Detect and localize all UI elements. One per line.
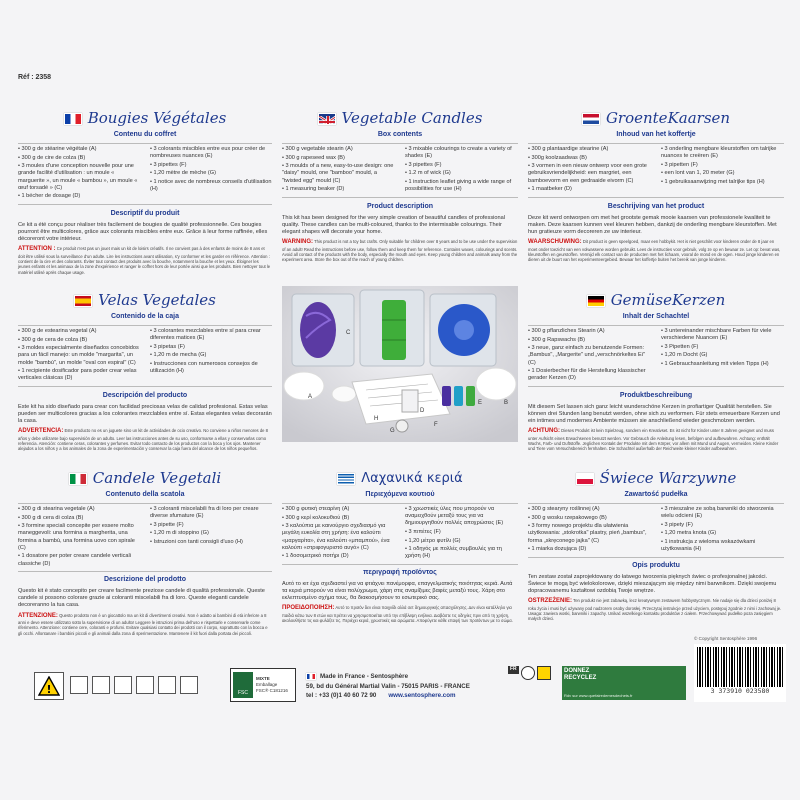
warning-label: ACHTUNG: bbox=[528, 428, 560, 435]
fsc-text: FSC bbox=[238, 690, 248, 696]
content-item: • 1 gebruiksaanwijzing met talrijke tips (H) bbox=[661, 179, 765, 186]
warning-body: This product is not a toy but crafts. Only suitable for children over 8 years and to be use under the supervision of an adult! Read the instructions before use, follow them and keep them for reference. Contains waxes, colourings and scents. Avoid all contact of the products with the body, especially the mouth and eyes. Keep young children and animals away from the experiment area. Store the box out of the reach of young children. bbox=[282, 239, 518, 263]
warning-label: WAARSCHUWING: bbox=[528, 239, 582, 246]
contents-right bbox=[150, 506, 272, 569]
trash-bin-icon bbox=[537, 666, 551, 680]
content-item: • 3 colorantes mezclables entre sí para crear diferentes matices (E) bbox=[150, 327, 261, 342]
warning-body: Questo prodotto non è un giocattolo ma un kit di divertimenti creativi. Non è adatto ai bambini di età inferiore a 8 anni e deve essere utilizzato sotto la supervisione di un adulto! Leggere le istruzioni prima dell'uso e rispettarle e conservarle come riferimento. Attenzione: contiene cere, coloranti e profumi. Evitare qualsiasi contatto dei prodotti con il corpo, soprattutto con la bocca e gli occhi. Allontanare i bambini piccoli e gli animali dalla zona di sperimentazione. Mantenere il kit fuori dalla portata dei piccoli. bbox=[18, 612, 268, 636]
contents-left bbox=[282, 506, 395, 562]
donnez-text: DONNEZ bbox=[564, 668, 590, 674]
contents-heading: Inhoud van het koffertje bbox=[616, 131, 696, 138]
content-item: • 3 pipetten (F) bbox=[661, 161, 698, 168]
warning-body: Dieses Produkt ist kein Spielzeug, sondern ein Kreativset. Es ist nicht für Kinder unter 8 Jahren geeignet und muss unter Aufsicht eines Erwachsenen benutzt werden. Vor Gebrauch die Anleitung lesen, befolgen und aufbewahren. Achtung: enthält Wachs, Farb- und Duftstoffe. Jeglichen Kontakt der Produkte mit dem Körper, vor allem mit Mund und Augen, vermeiden. Kleine Kinder und Tiere vom Versuchsbereich fernhalten. Die Schachtel außerhalb der Reichweite kleiner Kinder aufbewahren. bbox=[528, 428, 779, 452]
content-item: • 3 formine speciali concepite per essere molto maneggevoli: una formina a margherita, una formina a bambù, una formina uovo con spirale (C) bbox=[18, 523, 135, 551]
content-item: • 1 dosatore per poter creare candele verticali classiche (D) bbox=[18, 553, 131, 567]
contents-heading: Contenido de la caja bbox=[110, 313, 180, 320]
contents-box bbox=[282, 143, 518, 198]
content-item: • 1 instrukcja z wieloma wskazówkami użytkowania (H) bbox=[661, 539, 756, 553]
barcode-bars bbox=[697, 647, 783, 687]
warning-body: Αυτό το προϊόν δεν είναι παιχνίδι αλλά σετ δημιουργικής απασχόλησης. Δεν είναι κατάλληλο για παιδιά κάτω των 8 ετών και πρέπει να χρησιμοποιείται υπό την επίβλεψη ενήλικα. Διαβάστε τις οδηγίες πριν από τη χρήση, ακολουθήστε τις και φυλάξτε τις. Περιέχει κεριά, χρωστικές και αρώματα. Αποφύγετε κάθε επαφή των προϊόντων με το σώμα. bbox=[282, 605, 513, 624]
contents-right bbox=[150, 328, 272, 384]
contents-heading: Contenuto della scatola bbox=[105, 491, 185, 498]
content-item: • 3 Pipetten (F) bbox=[661, 343, 699, 350]
recycling-banner bbox=[562, 666, 686, 700]
content-item: • 1 notice avec de nombreux conseils d'utilisation (H) bbox=[150, 179, 272, 193]
contents-left bbox=[18, 328, 140, 384]
description-heading: Produktbeschreibung bbox=[619, 392, 693, 400]
content-item: • 300 g de estearina vegetal (A) bbox=[18, 327, 97, 334]
contents-right bbox=[661, 328, 784, 384]
description-heading: περιγραφή προϊόντος bbox=[363, 569, 437, 577]
content-item: • 3 pipettes (F) bbox=[405, 161, 442, 168]
contents-right bbox=[150, 146, 272, 202]
warning-label: WARNING: bbox=[282, 239, 313, 246]
recycling-pictos bbox=[508, 666, 558, 702]
content-item: • 300 g rapeseed wax (B) bbox=[282, 154, 345, 161]
warning-text bbox=[18, 428, 272, 451]
section-es bbox=[18, 290, 272, 452]
svg-text:!: ! bbox=[46, 683, 52, 696]
fsc-emballage: Emballage bbox=[256, 682, 278, 688]
section-title: Bougies Végétales bbox=[87, 109, 227, 128]
description-text: Questo kit è stato concepito per creare facilmente preziose candele di qualità professionale. Queste candele si possono colorare grazie ai coloranti miscelabili fra di loro. Queste eleganti candele decoreranno la tua casa. bbox=[18, 588, 265, 609]
warning-label: ΠΡΟΕΙΔΟΠΟΙΗΣΗ: bbox=[282, 605, 335, 612]
fsc-code: FSC® C181216 bbox=[256, 687, 288, 693]
warning-body: Ten produkt nie jest zabawką, lecz kreatywnym zestawem hobbystycznym. Nie nadaje się dla dzieci poniżej 8 roku życia i musi być używany pod nadzorem osoby dorosłej. Przeczytaj instrukcje przed użyciem, postępuj zgodnie z nimi i zachowaj je. Uwaga: zawiera woski, barwniki i zapachy. Unikać wszelkiego kontaktu produktów z ciałem. Przechowywać pudełko poza zasięgiem małych dzieci. bbox=[528, 598, 782, 622]
barcode bbox=[694, 644, 786, 702]
content-item: • 3 mixable colourings to create a variety of shades (E) bbox=[405, 145, 512, 160]
content-item: • 300 g φυτική στεαρίνη (A) bbox=[282, 505, 350, 512]
content-item: • 3 mieszalne ze sobą barwniki do stworzenia wielu odcieni (E) bbox=[661, 505, 774, 520]
contents-left bbox=[528, 506, 651, 555]
section-title: Świece Warzywne bbox=[599, 469, 737, 488]
warning-label: ATTENTION : bbox=[18, 246, 56, 253]
description-heading: Opis produktu bbox=[632, 561, 680, 569]
description-text: Mit diesem Set lassen sich ganz leicht wunderschöne Kerzen in profiartiger Qualität herstellen. Sie können drei Stunden lang benutzt werden, ohne sich zu verformen. Für stets erneuerbare Kerzen und ein intimes und modernes Ambiente müssen sie anschließend wieder geschmolzen werden. bbox=[528, 404, 780, 425]
content-item: • 3 χρωστικές ύλες που μπορούν να αναμειχθούν μεταξύ τους για να δημιουργηθούν πολλές αποχρώσεις (E) bbox=[405, 505, 504, 527]
section-title: GemüseKerzen bbox=[610, 291, 726, 310]
contents-left bbox=[528, 146, 651, 195]
copyright: © Copyright Sentosphère 1996 bbox=[694, 636, 758, 641]
content-item: • 1 measuring beaker (D) bbox=[282, 186, 345, 193]
title-row bbox=[18, 290, 272, 312]
content-item: • 3 vormen in een nieuw ontwerp voor een grote gebruiksvriendelijkheid: een margriet, een bamboevorm en een gedraaide eivorm (C) bbox=[528, 163, 647, 184]
content-item: • 300 g de cera de colza (B) bbox=[18, 336, 88, 343]
section-en bbox=[282, 108, 518, 263]
contents-box bbox=[282, 503, 518, 565]
warning-body: Este producto no es un juguete sino un kit de actividades de ocio creativo. No conviene a niños menores de 8 años y debe utilizarse bajo supervisión de un adulto. Leer las instrucciones antes de su uso, conformarse a ellas y conservarlas como referencia. Atención: contiene ceras, colorantes y perfumes. Evitar todo contacto de los productos con la boca y los ojos. Mantener alejados a los niños y a los animales de la zona de experimentación y conservar la caja fuera del alcance de los niños pequeños. bbox=[18, 428, 268, 452]
greece-flag-icon bbox=[337, 473, 355, 485]
contents-right bbox=[405, 146, 518, 195]
content-item: • 1 maatbeker (D) bbox=[528, 186, 572, 193]
warning-label: OSTRZEŻENIE: bbox=[528, 598, 573, 605]
content-item: • 3 καλούπια με καινούργιο σχεδιασμό για μεγάλη ευκολία στη χρήση: ένα καλούπι «μαργαρίτα», ένα καλούπι «μπαμπού», ένα καλούπι «στριφογυριστό αυγό» (C) bbox=[282, 523, 390, 551]
content-item: • 1 Gebrauchsanleitung mit vielen Tipps (H) bbox=[661, 361, 769, 368]
title-row bbox=[528, 290, 784, 312]
contents-box bbox=[528, 143, 784, 198]
germany-flag-icon bbox=[587, 295, 605, 307]
content-item: • 3 pipety (F) bbox=[661, 521, 693, 528]
content-item: • 300 g di cera di colza (B) bbox=[18, 514, 84, 521]
italy-flag-icon bbox=[69, 473, 87, 485]
footer bbox=[0, 596, 800, 800]
description-heading: Beschrijving van het product bbox=[607, 202, 705, 210]
warning-text bbox=[282, 239, 518, 262]
france-flag-icon bbox=[64, 113, 82, 125]
barcode-number: 3 373910 023580 bbox=[710, 687, 770, 695]
warning-body: Ce produit n'est pas un jouet mais un kit de loisirs créatifs. Il ne convient pas à des enfants de moins de 8 ans et doit être utilisé sous la surveillance d'un adulte. Lire les instructions avant utilisation, s'y conformer et les garder en référence. Attention : contient de la cire et des colorants. Éviter tout contact des produits avec la bouche, notamment la bouche et les yeux. Éloigner les jeunes enfants et les animaux de la zone d'expérience et ranger le coffret hors de leur portée ainsi que les produits. Bien nettoyer tout le matériel utilisé après chaque usage. bbox=[18, 246, 271, 275]
fsc-label bbox=[230, 668, 296, 702]
triman-icon bbox=[521, 666, 535, 680]
content-item: • 3 pipettes (F) bbox=[150, 161, 187, 168]
photo-label-b: B bbox=[504, 400, 509, 406]
section-title: GroenteKaarsen bbox=[605, 109, 731, 128]
fr-badge: FR bbox=[510, 666, 517, 672]
content-item: • 1 οδηγός με πολλές συμβουλές για τη χρήση (H) bbox=[405, 546, 502, 560]
flame-icon bbox=[114, 676, 132, 694]
warning-text bbox=[18, 246, 272, 275]
content-item: • 1,20 m di stoppino (G) bbox=[150, 530, 209, 537]
content-item: • Instrucciones con numerosos consejos de utilización (H) bbox=[150, 361, 258, 375]
recyclez-text: RECYCLEZ bbox=[564, 674, 597, 681]
contents-heading: Inhalt der Schachtel bbox=[622, 313, 690, 320]
content-item: • 1,20 μέτρο φυτίλι (G) bbox=[405, 537, 461, 544]
product-photo bbox=[282, 286, 518, 442]
contents-right bbox=[661, 506, 784, 555]
contents-left bbox=[528, 328, 651, 384]
phone: tel : +33 (0)1 40 60 72 90 bbox=[306, 692, 377, 700]
website-link[interactable]: www.sentosphere.com bbox=[388, 692, 456, 700]
fsc-mixte: MIXTE bbox=[256, 676, 270, 682]
section-title: Λαχανικά κεριά bbox=[361, 470, 463, 486]
warning-label: ATTENZIONE: bbox=[18, 612, 58, 619]
address: 59, bd du Général Martial Valin - 75015 PARIS - FRANCE bbox=[306, 682, 470, 690]
content-item: • 3 formy nowego projektu dla ułatwienia użytkowania: „stokrotka" plastry, pień „bambus", forma „skręconego jajka" (C) bbox=[528, 523, 647, 544]
content-item: • een lont van 1, 20 meter (G) bbox=[661, 170, 735, 177]
content-item: • 1,20 m de mecha (G) bbox=[150, 352, 207, 359]
photo-label-d: D bbox=[420, 408, 425, 414]
content-item: • 300 g wosku rzepakowego (B) bbox=[528, 514, 607, 521]
description-text: Ce kit a été conçu pour réaliser très facilement de bougies de qualité professionnelle. Ces bougies pourront être multicolores, grâce aux colorants miscibles entre eux. Grâce à leur forme raffinée, elles décoreront votre intérieur. bbox=[18, 222, 268, 243]
no-children-icon bbox=[70, 676, 88, 694]
photo-label-e: E bbox=[478, 400, 483, 406]
section-title: Candele Vegetali bbox=[92, 469, 222, 488]
contents-box bbox=[18, 503, 272, 572]
contents-heading: Περιεχόμενα κουτιού bbox=[365, 491, 435, 498]
photo-label-c: C bbox=[346, 330, 351, 336]
section-title: Velas Vegetales bbox=[98, 291, 216, 310]
photo-label-a: A bbox=[308, 394, 313, 400]
description-text: Ten zestaw został zaprojektowany do łatwego tworzenia pięknych świec o profesjonalnej jakości. Świece te mogą być wielokolorowe, dzięki mieszającym się między nimi barwnikom. Dzięki swojemu dopracowanemu kształtowi ozdobią Twoje wnętrze. bbox=[528, 573, 777, 595]
warning-label: ADVERTENCIA: bbox=[18, 428, 64, 435]
uk-flag-icon bbox=[318, 113, 336, 125]
warning-triangle-icon bbox=[34, 672, 64, 700]
contents-box bbox=[528, 503, 784, 558]
contents-box bbox=[18, 325, 272, 387]
contents-right bbox=[405, 506, 518, 562]
eye-icon bbox=[136, 676, 154, 694]
content-item: • 1 Dosierbecher für die Herstellung klassischer gerader Kerzen (D) bbox=[528, 368, 646, 382]
content-item: • 3 moulds of a new, easy-to-use design: one "daisy" mould, one "bamboo" mould, a "twisted egg" mould (C) bbox=[282, 163, 394, 184]
content-item: • 3 untereinander mischbare Farben für viele verschiedene Nuancen (E) bbox=[661, 327, 772, 342]
content-item: • 300 g vegetable stearin (A) bbox=[282, 145, 353, 152]
description-text: This kit has been designed for the very simple creation of beautiful candles of professional quality. These candles can be multi-coloured, thanks to the intermixable colourings. Their elegant shapes will decorate your home. bbox=[282, 214, 505, 236]
content-item: • 1 miarka dozująca (D) bbox=[528, 546, 587, 553]
mouth-icon bbox=[158, 676, 176, 694]
content-item: • 1 bécher de dosage (D) bbox=[18, 193, 81, 200]
photo-label-f: F bbox=[434, 422, 438, 428]
title-row bbox=[18, 108, 272, 130]
contents-heading: Zawartość pudełka bbox=[624, 491, 688, 498]
content-item: • 1 δοσομετρικό ποτήρι (D) bbox=[282, 553, 349, 560]
contents-left bbox=[18, 506, 140, 569]
content-item: • 1 recipiente dosificador para poder crear velas verticales clásicas (D) bbox=[18, 368, 137, 382]
section-de bbox=[528, 290, 784, 452]
content-item: • Istruzioni con tanti consigli d'uso (H) bbox=[150, 539, 243, 546]
description-text: Deze kit werd ontworpen om met het grootste gemak mooie kaarsen van professionele kwaliteit te maken. Deze kaarsen kunnen veel kleuren hebben, dankzij de onderling mengbare kleurstoffen. Met hun gratieuze vorm decoreren ze uw interieur. bbox=[528, 214, 777, 236]
warning-body: Dit product is geen speelgoed, maar een hobbykit. Het is niet geschikt voor kinderen onder de 8 jaar en moet onder toezicht van een volwassene worden gebruikt. Lees de instructies voor gebruik, volg ze op en bewaar ze. Let op: bevat was, kleurstoffen en geurstoffen. Vermijd elk contact van de producten met het lichaam, vooral de mond en de ogen. Houd jonge kinderen en dieren uit de buurt van het experimenteergebied. Bewaar het koffertje buiten het bereik van jonge kinderen. bbox=[528, 239, 781, 263]
content-item: • 1 instruction leaflet giving a wide range of possibilities for use (H) bbox=[405, 179, 512, 193]
content-item: • 3 neue, ganz einfach zu benutzende Formen: „Bambus", „Margerite" und „verschnörkeltes Ei" (C) bbox=[528, 345, 645, 366]
content-item: • 3 onderling mengbare kleurstoffen om talrijke nuances te creëren (E) bbox=[661, 145, 777, 160]
content-item: • 1.2 m of wick (G) bbox=[405, 170, 451, 177]
title-row bbox=[528, 468, 784, 490]
title-row bbox=[282, 108, 518, 130]
content-item: • 1,20 m Docht (G) bbox=[661, 352, 708, 359]
content-item: • 300 g di stearina vegetale (A) bbox=[18, 505, 95, 512]
content-item: • 3 pipetas (F) bbox=[150, 343, 185, 350]
warning-text bbox=[528, 239, 784, 262]
description-heading: Descripción del producto bbox=[102, 392, 188, 400]
content-item: • 300g koolzaadwas (B) bbox=[528, 154, 587, 161]
contents-left bbox=[282, 146, 395, 195]
content-item: • 3 πιπέτες (F) bbox=[405, 528, 441, 535]
section-fr bbox=[18, 108, 272, 275]
fsc-text-block bbox=[256, 676, 288, 694]
content-item: • 1,20 metra knota (G) bbox=[661, 530, 717, 537]
description-text: Αυτό το κιτ έχει σχεδιαστεί για να φτιάχνει πανέμορφα, επαγγελματικής ποιότητας κεριά. Αυτά τα κεριά μπορούν να είναι πολύχρωμα, χάρη στις αναμίξιμες βαφές μεταξύ τους. Χάρη στο εκλεπτυσμένο σχήμα τους, θα διακοσμήσουν το εσωτερικό σας. bbox=[282, 581, 513, 602]
contents-heading: Box contents bbox=[377, 131, 423, 138]
description-heading: Descriptif du produit bbox=[110, 210, 180, 218]
contents-box bbox=[528, 325, 784, 387]
content-item: • 3 pipette (F) bbox=[150, 521, 184, 528]
company-info bbox=[306, 672, 496, 701]
content-item: • 300 g de cire de colza (B) bbox=[18, 154, 86, 161]
reference-code: Réf : 2358 bbox=[18, 74, 52, 81]
contents-box bbox=[18, 143, 272, 205]
content-item: • 300 g κερί κολοκυθιού (B) bbox=[282, 514, 350, 521]
section-title: Vegetable Candles bbox=[341, 109, 483, 128]
pictogram-row bbox=[70, 676, 216, 698]
title-row bbox=[18, 468, 272, 490]
content-item: • 300 g Rapswachs (B) bbox=[528, 336, 585, 343]
photo-label-h: H bbox=[374, 416, 379, 422]
contents-left bbox=[18, 146, 140, 202]
contents-heading: Contenu du coffret bbox=[113, 131, 177, 138]
content-item: • 300 g de stéarine végétale (A) bbox=[18, 145, 97, 152]
made-in: Made in France - Sentosphère bbox=[320, 673, 409, 680]
content-item: • 1,20 mètre de mèche (G) bbox=[150, 170, 217, 177]
poland-flag-icon bbox=[576, 473, 594, 485]
content-item: • 300 g plantaardige stearine (A) bbox=[528, 145, 609, 152]
content-item: • 300 g stearyny roślinnej (A) bbox=[528, 505, 600, 512]
book-icon bbox=[180, 676, 198, 694]
contents-right bbox=[661, 146, 784, 195]
content-item: • 3 colorants miscibles entre eux pour créer de nombreuses nuances (E) bbox=[150, 145, 266, 160]
title-row bbox=[528, 108, 784, 130]
spain-flag-icon bbox=[74, 295, 92, 307]
photo-label-g: G bbox=[390, 428, 395, 434]
fsc-tree-icon bbox=[233, 672, 253, 698]
description-heading: Descrizione del prodotto bbox=[103, 576, 187, 584]
content-item: • 3 moules d'une conception nouvelle pour une grande facilité d'utilisation : un moule « marguerite », un moule « bambou », un moule « œuf torsadé » (C) bbox=[18, 163, 138, 191]
content-item: • 3 moldes especialmente diseñados concebidos para un fácil manejo: un molde "margarita", un molde "bambú", un molde "oval con espiral" (C) bbox=[18, 345, 139, 366]
content-item: • 300 g pflanzliches Stearin (A) bbox=[528, 327, 605, 334]
france-flag-icon bbox=[306, 673, 316, 680]
recycle-note: Rdv sur www.quefairedemesdechets.fr bbox=[564, 693, 633, 698]
warning-text bbox=[528, 428, 784, 451]
description-text: Este kit ha sido diseñado para crear con facilidad preciosas velas de calidad profesional. Estas velas pueden ser multicolores gracias a los colorantes mezclables entre sí. Estas elegantes velas decorarán la casa. bbox=[18, 404, 272, 425]
hands-icon bbox=[92, 676, 110, 694]
description-heading: Product description bbox=[366, 202, 434, 210]
netherlands-flag-icon bbox=[582, 113, 600, 125]
content-item: • 3 coloranti miscelabili fra di loro per creare diverse sfumature (E) bbox=[150, 505, 259, 520]
title-row bbox=[282, 468, 518, 490]
section-nl bbox=[528, 108, 784, 263]
